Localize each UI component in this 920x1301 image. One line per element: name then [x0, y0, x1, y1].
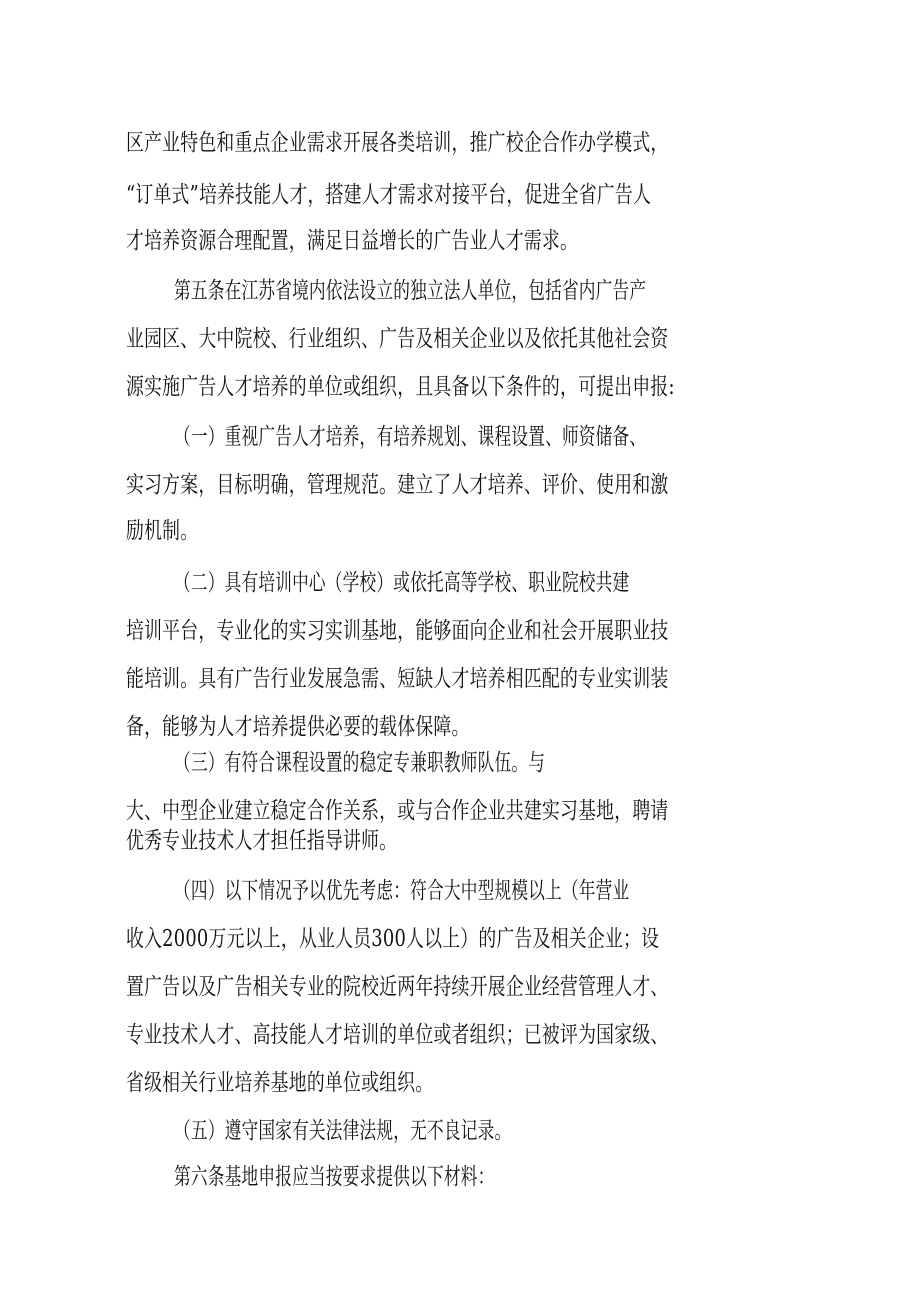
- text-line: 培训平台，专业化的实习实训基地，能够面向企业和社会开展职业技: [126, 618, 669, 644]
- text-line: 大、中型企业建立稳定合作关系，或与合作企业共建实习基地，聘请: [126, 798, 669, 824]
- text-line: （三）有符合课程设置的稳定专兼职教师队伍。与: [174, 750, 546, 776]
- text-line: 收入2000万元以上，从业人员300人以上）的广告及相关企业；设: [126, 926, 660, 952]
- text-line: 专业技术人才、高技能人才培训的单位或者组织；已被评为国家级、: [126, 1022, 669, 1048]
- text-line: 业园区、大中院校、行业组织、广告及相关企业以及依托其他社会资: [126, 326, 669, 352]
- text-line: 才培养资源合理配置，满足日益增长的广告业人才需求。: [126, 228, 579, 254]
- text-line: 第五条在江苏省境内依法设立的独立法人单位，包括省内广告产: [174, 278, 647, 304]
- text-line: （一）重视广告人才培养，有培养规划、课程设置、师资储备、: [174, 424, 647, 450]
- text-line: 实习方案，目标明确，管理规范。建立了人才培养、评价、使用和激: [126, 472, 669, 498]
- text-line: （四）以下情况予以优先考虑：符合大中型规模以上（年营业: [174, 878, 630, 904]
- text-line: 省级相关行业培养基地的单位或组织。: [126, 1070, 434, 1096]
- text-line: 置广告以及广告相关专业的院校近两年持续开展企业经营管理人才、: [126, 974, 669, 1000]
- text-line: （五）遵守国家有关法律法规，无不良记录。: [174, 1118, 512, 1144]
- text-line: 第六条基地申报应当按要求提供以下材料：: [174, 1164, 495, 1190]
- text-line: “订单式”培养技能人才，搭建人才需求对接平台，促进全省广告人: [126, 182, 652, 208]
- text-line: 励机制。: [126, 518, 199, 544]
- text-line: 优秀专业技术人才担任指导讲师。: [126, 828, 398, 854]
- text-line: 源实施广告人才培养的单位或组织，且具备以下条件的，可提出申报:: [126, 374, 675, 400]
- text-line: （二）具有培训中心（学校）或依托高等学校、职业院校共建: [174, 570, 630, 596]
- text-line: 备，能够为人才培养提供必要的载体保障。: [126, 714, 470, 740]
- text-line: 区产业特色和重点企业需求开展各类培训，推广校企合作办学模式，: [126, 130, 669, 156]
- text-line: 能培训。具有广告行业发展急需、短缺人才培养相匹配的专业实训装: [126, 666, 669, 692]
